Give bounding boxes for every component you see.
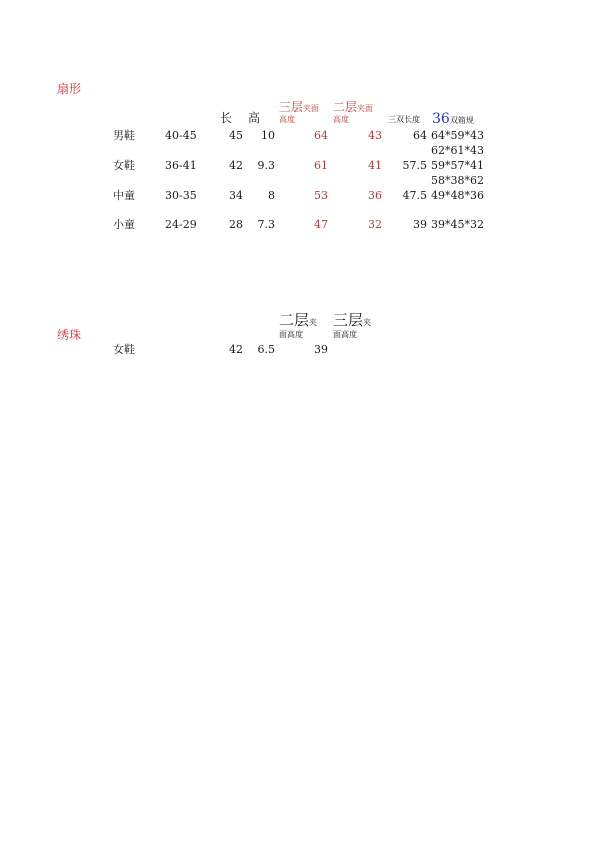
row-three-layer: 64 <box>314 129 328 142</box>
header-three-pair-length: 三双长度 <box>388 115 420 124</box>
bead-row-length: 42 <box>229 343 243 356</box>
row-length: 42 <box>229 159 243 172</box>
row-three-pair: 57.5 <box>402 159 427 172</box>
row-box-spec: 64*59*43 <box>431 129 484 142</box>
row-size: 40-45 <box>165 129 197 142</box>
row-height: 8 <box>268 189 275 202</box>
row-height: 10 <box>261 129 275 142</box>
row-box-spec: 39*45*32 <box>431 218 484 231</box>
section-title-bead: 绣珠 <box>57 328 82 342</box>
row-height: 9.3 <box>257 159 275 172</box>
row-length: 28 <box>229 218 243 231</box>
header-box-spec: 36双箱规 <box>432 111 474 127</box>
header-length: 长 <box>220 111 233 125</box>
row-three-pair: 64 <box>413 129 427 142</box>
bead-row-height: 6.5 <box>257 343 275 356</box>
row-name: 女鞋 <box>113 159 135 172</box>
bead-row-name: 女鞋 <box>113 343 135 356</box>
row-size: 30-35 <box>165 189 197 202</box>
bead-row-two-layer: 39 <box>314 343 328 356</box>
row-box-spec-alt: 62*61*43 <box>431 144 484 157</box>
row-name: 男鞋 <box>113 129 135 142</box>
header-two-layer-height: 高度 <box>333 115 349 124</box>
header-two-layer: 二层夹面 <box>333 100 374 114</box>
bead-header-three-layer: 三层夹 <box>333 311 372 329</box>
row-two-layer: 36 <box>368 189 382 202</box>
header-three-layer: 三层夹面 <box>279 100 320 114</box>
row-length: 45 <box>229 129 243 142</box>
row-size: 36-41 <box>165 159 197 172</box>
row-size: 24-29 <box>165 218 197 231</box>
row-three-layer: 61 <box>314 159 328 172</box>
row-box-spec: 59*57*41 <box>431 159 484 172</box>
header-three-layer-height: 高度 <box>279 115 295 124</box>
header-height: 高 <box>248 111 261 125</box>
row-height: 7.3 <box>257 218 275 231</box>
row-box-spec-alt: 58*38*62 <box>431 174 484 187</box>
row-box-spec: 49*48*36 <box>431 189 484 202</box>
row-three-layer: 53 <box>314 189 328 202</box>
row-length: 34 <box>229 189 243 202</box>
row-three-layer: 47 <box>314 218 328 231</box>
bead-header-two-layer: 二层夹 <box>279 311 318 329</box>
bead-header-two-layer-height: 面高度 <box>279 330 303 339</box>
row-two-layer: 41 <box>368 159 382 172</box>
section-title-fan: 扇形 <box>57 82 82 96</box>
row-three-pair: 39 <box>413 218 427 231</box>
row-name: 小童 <box>113 218 135 231</box>
row-name: 中童 <box>113 189 135 202</box>
bead-header-three-layer-height: 面高度 <box>333 330 357 339</box>
row-two-layer: 43 <box>368 129 382 142</box>
row-two-layer: 32 <box>368 218 382 231</box>
row-three-pair: 47.5 <box>402 189 427 202</box>
